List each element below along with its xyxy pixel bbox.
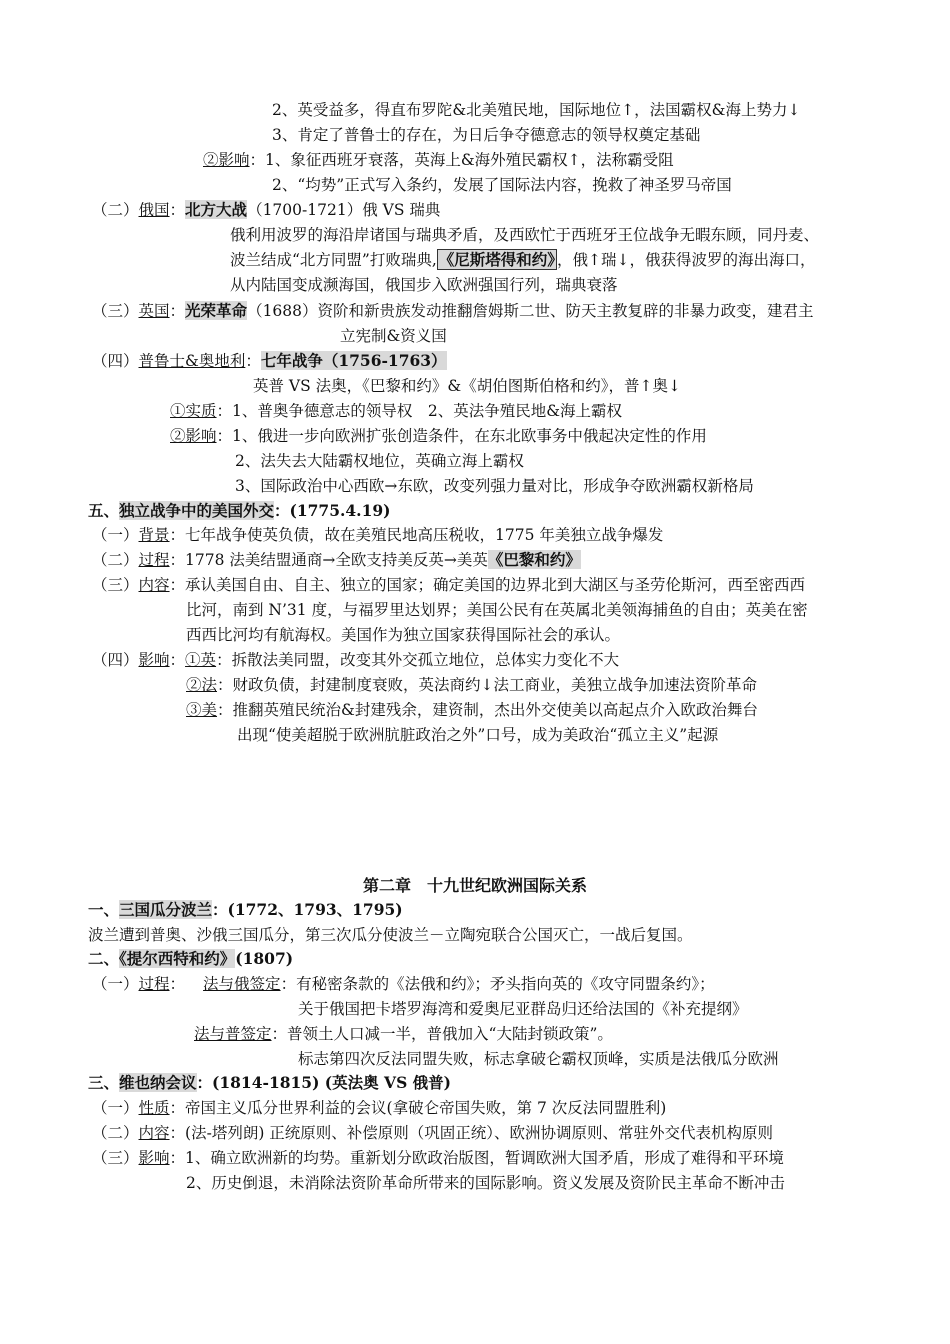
text: 波兰结成“北方同盟”打败瑞典, xyxy=(230,251,437,269)
text-line: 出现“使美超脱于欧洲肮脏政治之外”口号，成为美政治“孤立主义”起源 xyxy=(237,726,719,744)
number: （三） xyxy=(92,302,139,320)
section-heading xyxy=(92,350,447,372)
text: ：推翻英殖民统治&封建残余，建资制，杰出外交使美以高起点介入欧政治舞台 xyxy=(217,701,758,719)
text-line: 2、法失去大陆霸权地位，英确立海上霸权 xyxy=(235,452,524,470)
text: ：(1814-1815) (英法奥 VS 俄普) xyxy=(196,1073,451,1092)
highlight: 七年战争（1756-1763） xyxy=(260,351,447,370)
label: 法与俄签定 xyxy=(203,975,281,993)
label: 内容 xyxy=(138,1124,170,1142)
label: 俄国 xyxy=(138,201,170,219)
text-line xyxy=(170,425,707,447)
number: 一、 xyxy=(88,900,120,919)
highlight: 北方大战 xyxy=(185,200,248,219)
colon: ： xyxy=(169,651,186,669)
text-line: 波兰遭到普奥、沙俄三国瓜分，第三次瓜分使波兰－立陶宛联合公国灭亡，一战后复国。 xyxy=(88,926,693,944)
text-line xyxy=(186,699,758,721)
number: （一） xyxy=(92,526,139,544)
number: （三） xyxy=(92,576,139,594)
number: （二） xyxy=(92,1124,139,1142)
label: 影响 xyxy=(138,1149,170,1167)
text: （1700-1721）俄 VS 瑞典 xyxy=(247,201,441,219)
text: ：帝国主义瓜分世界利益的会议(拿破仑帝国失败，第 7 次反法同盟胜利) xyxy=(169,1099,667,1117)
label: 背景 xyxy=(138,526,170,544)
text-line: 3、国际政治中心西欧→东欧，改变列强力量对比，形成争夺欧洲霸权新格局 xyxy=(235,477,754,495)
highlight: 独立战争中的美国外交 xyxy=(119,501,275,520)
text: （1688）资阶和新贵族发动推翻詹姆斯二世、防天主教复辟的非暴力政变，建君主 xyxy=(247,302,814,320)
text: ：财政负债，封建制度衰败，英法商约↓法工商业，美独立战争加速法资阶革命 xyxy=(217,676,758,694)
colon: ： xyxy=(245,352,261,370)
text-line: 3、肯定了普鲁士的存在，为日后争夺德意志的领导权奠定基础 xyxy=(272,126,701,144)
text-line: 2、英受益多，得直布罗陀&北美殖民地，国际地位↑，法国霸权&海上势力↓ xyxy=(272,101,801,119)
label: 性质 xyxy=(138,1099,170,1117)
text: ：承认美国自由、自主、独立的国家；确定美国的边界北到大湖区与圣劳伦斯河，西至密西西 xyxy=(169,576,806,594)
text: ，俄↑瑞↓，俄获得波罗的海出海口， xyxy=(557,251,816,269)
text-line: 英普 VS 法奥，《巴黎和约》&《胡伯图斯伯格和约》，普↑奥↓ xyxy=(253,377,681,395)
highlight: 维也纳会议 xyxy=(119,1073,197,1092)
text: ：有秘密条款的《法俄和约》；矛头指向英的《攻守同盟条约》； xyxy=(280,975,715,993)
text-line xyxy=(230,249,816,271)
text: ：拆散法美同盟，改变其外交孤立地位，总体实力变化不大 xyxy=(216,651,620,669)
text-line xyxy=(92,524,663,546)
text: (1807) xyxy=(235,949,294,968)
number: （一） xyxy=(92,975,139,993)
label: ②法 xyxy=(186,676,218,694)
colon: ： xyxy=(169,201,186,219)
text-line xyxy=(194,1023,613,1045)
section-heading xyxy=(92,300,814,322)
text-line xyxy=(92,549,581,571)
chapter-section-heading xyxy=(88,948,293,970)
number: 三、 xyxy=(88,1073,120,1092)
text: ：1、俄进一步向欧洲扩张创造条件，在东北欧事务中俄起决定性的作用 xyxy=(216,427,707,445)
highlight: 三国瓜分波兰 xyxy=(119,900,213,919)
text: ：普领土人口减一半，普俄加入“大陆封锁政策”。 xyxy=(271,1025,613,1043)
text-line xyxy=(92,574,805,596)
label: 内容 xyxy=(138,576,170,594)
text-line: 比河，南到 N’31 度，与福罗里达划界；美国公民有在英属北美领海捕鱼的自由；英美在密 xyxy=(186,601,808,619)
highlight: 《提尔西特和约》 xyxy=(119,949,236,968)
colon: ： xyxy=(169,975,186,993)
text: ：(法-塔列朗) 正统原则、补偿原则（巩固正统）、欧洲协调原则、常驻外交代表机构原则 xyxy=(169,1124,774,1142)
label: ②影响 xyxy=(203,151,250,169)
text-line xyxy=(170,400,622,422)
highlight: 《巴黎和约》 xyxy=(487,550,581,569)
text-line: 立宪制&资义国 xyxy=(340,327,447,345)
number: （四） xyxy=(92,352,139,370)
text-line: 俄利用波罗的海沿岸诸国与瑞典矛盾，及西欧忙于西班牙王位战争无暇东顾，同丹麦、 xyxy=(230,226,820,244)
text-line: 2、历史倒退，未消除法资阶革命所带来的国际影响。资义发展及资阶民主革命不断冲击 xyxy=(186,1174,785,1192)
text-line: 标志第四次反法同盟失败，标志拿破仑霸权顶峰，实质是法俄瓜分欧洲 xyxy=(298,1050,779,1068)
number: 五、 xyxy=(88,501,120,520)
text: ：1、确立欧洲新的均势。重新划分欧政治版图，暂调欧洲大国矛盾，形成了难得和平环境 xyxy=(169,1149,784,1167)
text-line: 从内陆国变成濒海国，俄国步入欧洲强国行列，瑞典衰落 xyxy=(230,276,618,294)
label: 影响 xyxy=(138,651,170,669)
text: ：1、象征西班牙衰落，英海上&海外殖民霸权↑，法称霸受阻 xyxy=(249,151,674,169)
number: （二） xyxy=(92,201,139,219)
text-line xyxy=(92,649,619,671)
section-heading xyxy=(92,199,440,221)
chapter-section-heading xyxy=(88,1072,451,1094)
label: 过程 xyxy=(138,975,170,993)
chapter-section-heading xyxy=(88,500,391,522)
text-line: 西西比河均有航海权。美国作为独立国家获得国际社会的承认。 xyxy=(186,626,621,644)
text-line xyxy=(92,1147,784,1169)
highlight: 光荣革命 xyxy=(185,301,248,320)
label: ①英 xyxy=(185,651,217,669)
highlight: 《尼斯塔得和约》 xyxy=(438,250,556,269)
text-line: 2、“均势”正式写入条约，发展了国际法内容，挽救了神圣罗马帝国 xyxy=(272,176,732,194)
label: 法与普签定 xyxy=(194,1025,272,1043)
label: 普鲁士&奥地利 xyxy=(138,352,246,370)
text: ：(1775.4.19) xyxy=(274,501,391,520)
number: （一） xyxy=(92,1099,139,1117)
number: （四） xyxy=(92,651,139,669)
text: ：1、普奥争德意志的领导权 2、英法争殖民地&海上霸权 xyxy=(216,402,623,420)
text-line xyxy=(186,674,757,696)
text-line xyxy=(92,973,715,995)
text: ：1778 法美结盟通商→全欧支持美反英→美英 xyxy=(169,551,488,569)
number: （三） xyxy=(92,1149,139,1167)
text-line xyxy=(92,1097,666,1119)
label: 英国 xyxy=(138,302,170,320)
text: ：七年战争使英负债，故在美殖民地高压税收，1775 年美独立战争爆发 xyxy=(169,526,664,544)
label: ①实质 xyxy=(170,402,217,420)
chapter-title: 第二章 十九世纪欧洲国际关系 xyxy=(363,876,588,895)
number: （二） xyxy=(92,551,139,569)
colon: ： xyxy=(169,302,186,320)
label: ②影响 xyxy=(170,427,217,445)
text-line xyxy=(92,1122,773,1144)
text: ：(1772、1793、1795) xyxy=(212,900,403,919)
chapter-section-heading xyxy=(88,899,403,921)
number: 二、 xyxy=(88,949,120,968)
text-line xyxy=(203,149,674,171)
text-line: 关于俄国把卡塔罗海湾和爱奥尼亚群岛归还给法国的《补充提纲》 xyxy=(298,1000,748,1018)
label: 过程 xyxy=(138,551,170,569)
label: ③美 xyxy=(186,701,218,719)
